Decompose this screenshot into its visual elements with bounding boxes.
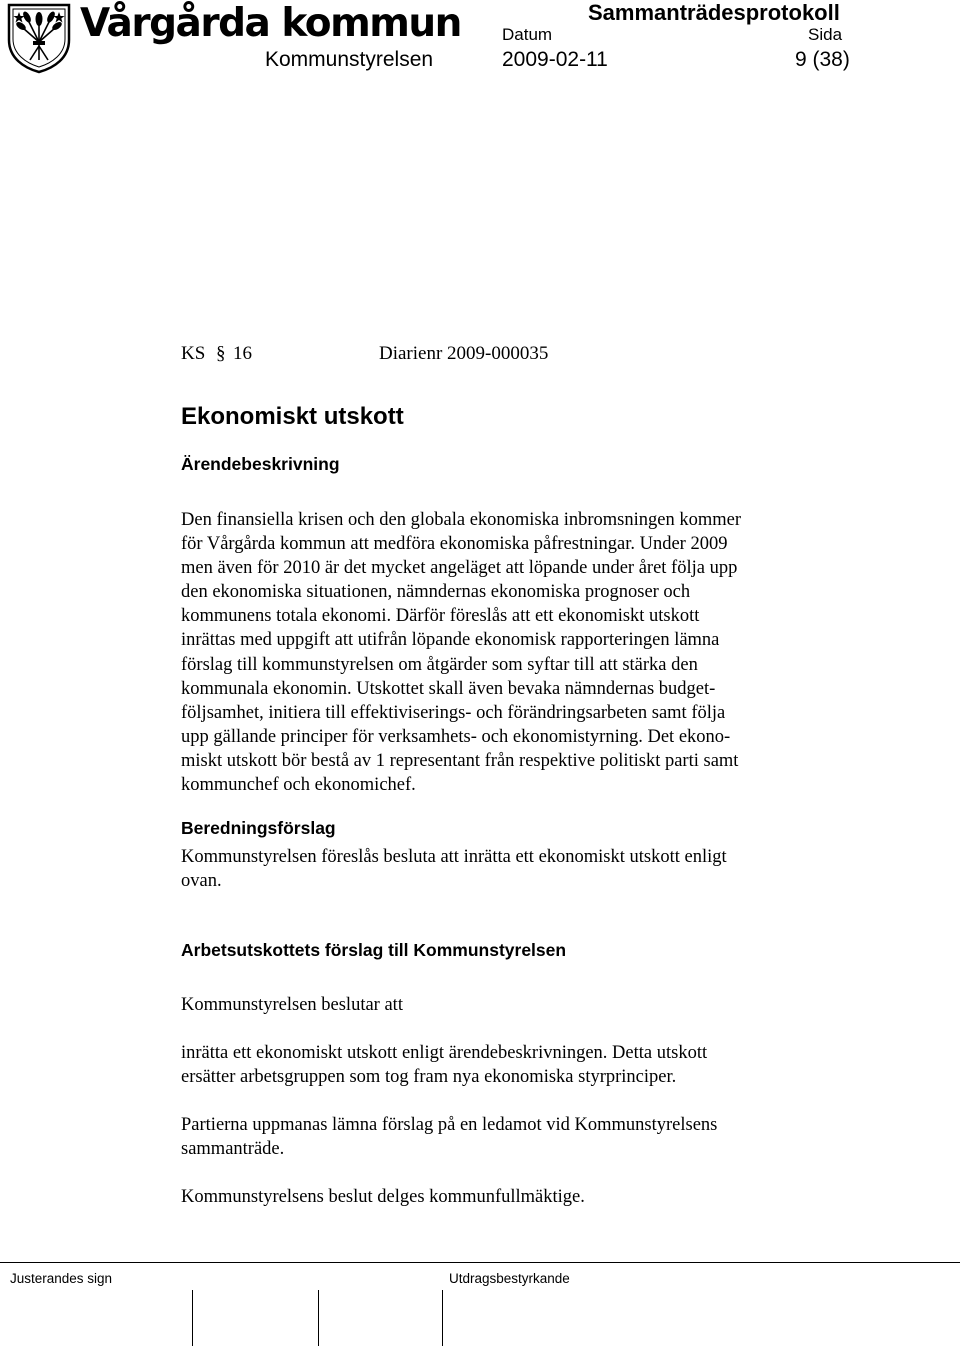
municipality-name: Vårgårda kommun bbox=[80, 1, 461, 46]
arende-paragraph bbox=[181, 508, 741, 797]
signature-box-divider bbox=[318, 1290, 319, 1346]
paragraph-line: följsamhet, initiera till effektiviserings- och förändringsarbeten samt följa bbox=[181, 702, 726, 723]
paragraph-line: kommunens totala ekonomi. Därför föreslås att ett ekonomiskt utskott bbox=[181, 606, 700, 627]
date-label: Datum bbox=[502, 25, 553, 44]
document-type: Sammanträdesprotokoll bbox=[588, 0, 840, 25]
paragraph-line: Partierna uppmanas lämna förslag på en ledamot vid Kommunstyrelsens bbox=[181, 1115, 718, 1135]
paragraph-line: ovan. bbox=[181, 871, 222, 892]
coat-of-arms-logo bbox=[6, 2, 72, 74]
au-paragraph-3 bbox=[181, 1185, 585, 1209]
utdragsbestyrkande-label: Utdragsbestyrkande bbox=[449, 1271, 570, 1286]
paragraph-line: inrätta ett ekonomiskt utskott enligt ärendebeskrivningen. Detta utskott bbox=[181, 1043, 708, 1063]
paragraph-line: ersätter arbetsgruppen som tog fram nya ekonomiska styrprinciper. bbox=[181, 1067, 677, 1088]
paragraph-line: för Vårgårda kommun att medföra ekonomiska påfrestningar. Under 2009 bbox=[181, 534, 728, 555]
ks-number: 16 bbox=[233, 343, 252, 364]
item-title: Ekonomiskt utskott bbox=[181, 403, 404, 430]
paragraph-line: kommunala ekonomin. Utskottet skall även bevaka nämndernas budget- bbox=[181, 678, 716, 699]
beredning-paragraph bbox=[181, 845, 727, 893]
paragraph-line: upp gällande principer för verksamhets- och ekonomistyrning. Det ekono- bbox=[181, 726, 731, 747]
paragraph-line: sammanträde. bbox=[181, 1139, 285, 1160]
diarienummer: Diarienr 2009-000035 bbox=[379, 343, 549, 364]
paragraph-line: men även för 2010 är det mycket angeläget att löpande under året följa upp bbox=[181, 558, 738, 579]
paragraph-line: Kommunstyrelsen föreslås besluta att inrätta ett ekonomiskt utskott enligt bbox=[181, 847, 727, 867]
arende-heading: Ärendebeskrivning bbox=[181, 454, 340, 474]
justerandes-sign-label: Justerandes sign bbox=[10, 1271, 113, 1286]
committee-name: Kommunstyrelsen bbox=[265, 48, 434, 71]
au-paragraph-1 bbox=[181, 1041, 707, 1089]
page-label: Sida bbox=[808, 25, 843, 44]
paragraph-line: Kommunstyrelsen beslutar att bbox=[181, 995, 403, 1015]
au-heading: Arbetsutskottets förslag till Kommunstyrelsen bbox=[181, 940, 567, 960]
paragraph-line: Kommunstyrelsens beslut delges kommunfullmäktige. bbox=[181, 1187, 585, 1207]
paragraph-line: kommunchef och ekonomichef. bbox=[181, 775, 416, 796]
date-value: 2009-02-11 bbox=[502, 48, 608, 71]
section-symbol: § bbox=[216, 343, 226, 364]
paragraph-line: miskt utskott bör bestå av 1 representant från respektive politiskt parti samt bbox=[181, 750, 739, 771]
page-value: 9 (38) bbox=[795, 48, 850, 71]
beredning-heading: Beredningsförslag bbox=[181, 818, 336, 838]
signature-box-divider bbox=[192, 1290, 193, 1346]
footer-divider bbox=[0, 1262, 960, 1263]
paragraph-line: inrättas med uppgift att utifrån löpande ekonomisk rapporteringen lämna bbox=[181, 630, 720, 651]
paragraph-line: den ekonomiska situationen, nämndernas ekonomiska prognoser och bbox=[181, 582, 691, 603]
ks-label: KS bbox=[181, 343, 206, 364]
au-intro bbox=[181, 993, 403, 1017]
au-paragraph-2 bbox=[181, 1113, 717, 1161]
signature-box-divider bbox=[442, 1290, 443, 1346]
paragraph-line: Den finansiella krisen och den globala ekonomiska inbromsningen kommer bbox=[181, 510, 742, 530]
paragraph-line: förslag till kommunstyrelsen om åtgärder som syftar till att stärka den bbox=[181, 654, 698, 675]
